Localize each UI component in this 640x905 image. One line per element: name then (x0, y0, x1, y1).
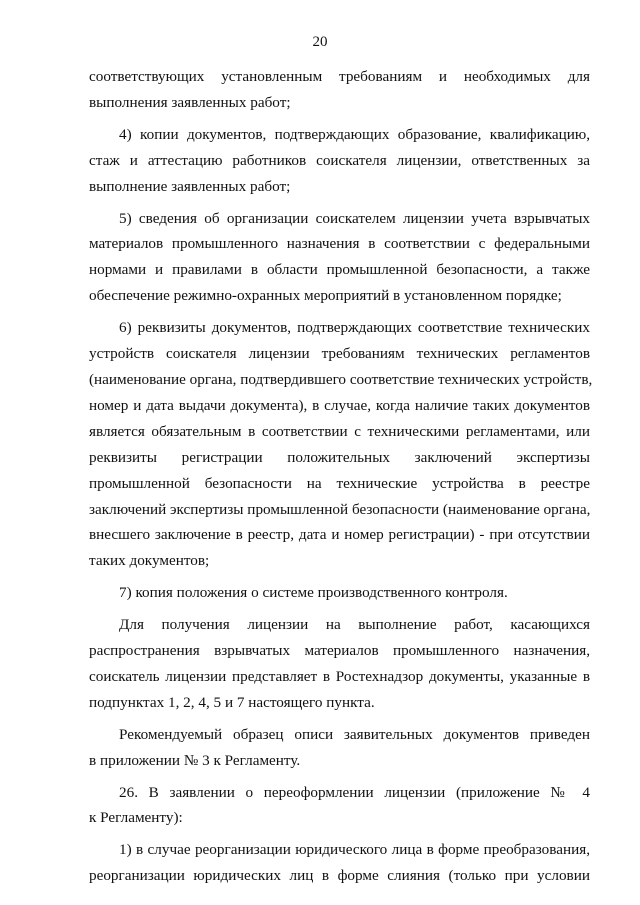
text-line: реорганизации юридических лиц в форме слияния (только при условии (89, 867, 590, 885)
text-line: соответствующих установленным требованиям и необходимых для (89, 68, 590, 85)
text-line: подпунктах 1, 2, 4, 5 и 7 настоящего пункта. (89, 693, 375, 711)
text-line: номер и дата выдачи документа), в случае, когда наличие таких документов (89, 396, 590, 414)
text-line: к Регламенту): (89, 809, 183, 827)
text-line: 26. В заявлении о переоформлении лицензии (приложение № 4 (119, 783, 590, 801)
paragraph-point-26 (89, 780, 590, 832)
text-line: 7) копия положения о системе производственного контроля. (119, 584, 508, 602)
text-line: обеспечение режимно-охранных мероприятий в установленном порядке; (89, 287, 562, 305)
text-line: таких документов; (89, 552, 210, 570)
text-line: Для получения лицензии на выполнение работ, касающихся (119, 616, 590, 634)
page-number: 20 (312, 34, 328, 50)
text-line: является обязательным в соответствии с техническими регламентами, или (89, 422, 590, 440)
paragraph-distribution (89, 612, 590, 716)
paragraph-item-4 (89, 122, 590, 200)
text-line: материалов промышленного назначения в соответствии с федеральными (89, 235, 590, 253)
text-line: соискатель лицензии представляет в Ростехнадзор документы, указанные в (89, 667, 590, 685)
paragraph-continuation (89, 64, 590, 116)
text-line: реквизиты регистрации положительных заключений экспертизы (89, 448, 590, 466)
text-line: 4) копии документов, подтверждающих образование, квалификацию, (119, 125, 590, 143)
text-line: заключений экспертизы промышленной безопасности (наименование органа, (89, 500, 591, 518)
text-line: нормами и правилами в области промышленной безопасности, а также (89, 261, 590, 279)
paragraph-sample-inventory (89, 722, 590, 774)
text-line: выполнение заявленных работ; (89, 177, 291, 195)
paragraph-subitem-1 (89, 837, 590, 889)
text-line: устройств соискателя лицензии требованиям технических регламентов (89, 345, 590, 363)
text-line: выполнения заявленных работ; (89, 93, 291, 111)
text-line: 6) реквизиты документов, подтверждающих соответствие технических (119, 319, 590, 337)
text-line: стаж и аттестацию работников соискателя лицензии, ответственных за (89, 151, 590, 169)
text-line: 5) сведения об организации соискателем лицензии учета взрывчатых (119, 209, 590, 227)
text-line: в приложении № 3 к Регламенту. (89, 751, 301, 769)
text-line: (наименование органа, подтвердившего соответствие технических устройств, (89, 370, 593, 388)
text-line: внесшего заключение в реестр, дата и номер регистрации) - при отсутствии (89, 526, 590, 544)
paragraph-item-6 (89, 315, 593, 574)
text-line: Рекомендуемый образец описи заявительных документов приведен (119, 725, 590, 743)
text-line: 1) в случае реорганизации юридического лица в форме преобразования, (119, 841, 590, 859)
text-line: распространения взрывчатых материалов промышленного назначения, (89, 642, 590, 660)
document-body (89, 64, 593, 889)
paragraph-item-7 (89, 580, 590, 606)
paragraph-item-5 (89, 206, 590, 310)
text-line: промышленной безопасности на технические устройства в реестре (89, 474, 590, 492)
